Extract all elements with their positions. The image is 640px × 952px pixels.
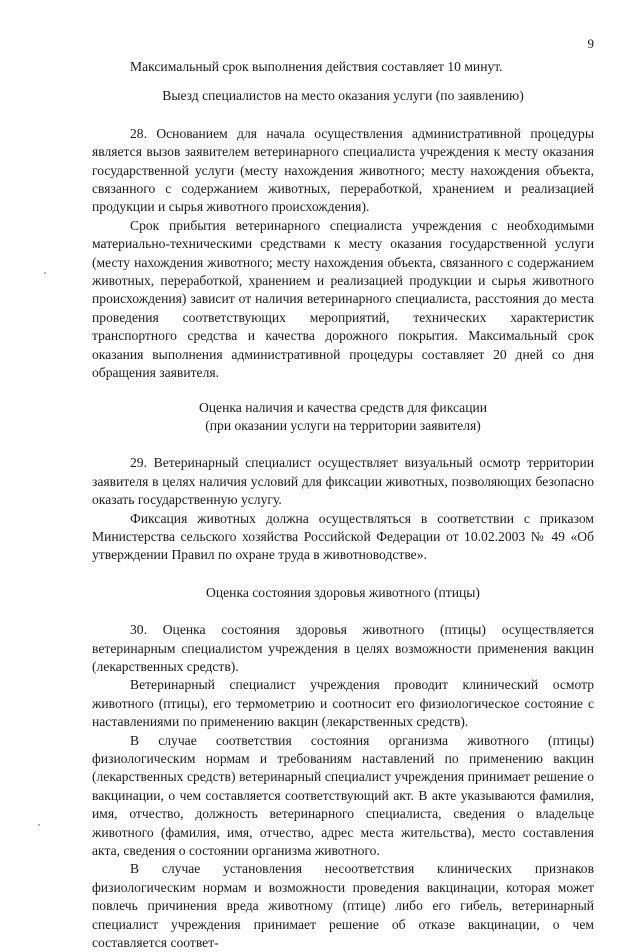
paragraph-29-fixation: Фиксация животных должна осуществляться в соответствии с приказом Министерства сельского хозяйства Российской Федерации от 10.02.2003 № 49 «Об утверждении Правил по охране труда в животноводстве». (92, 510, 594, 563)
scan-speck (44, 272, 46, 274)
heading-specialist-visit: Выезд специалистов на место оказания услуги (по заявлению) (162, 88, 524, 104)
document-body (92, 58, 594, 952)
paragraph-30-vaccination: В случае соответствия состояния организма животного (птицы) физиологическим нормам и требованиям наставлений по применению вакцин (лекарственных средств) ветеринарный специалист учреждения принимает решение о вакцинации, о чем составляется соответствующий акт. В акте указываются фамилия, имя, отчество, должность ветеринарного специалиста, сведения о владельце животного (фамилия, имя, отчество, адрес места жительства), место составления акта, сведения о состоянии организма животного. (92, 732, 594, 859)
paragraph-max-time: Максимальный срок выполнения действия составляет 10 минут. (130, 59, 503, 74)
heading-fixation-line-1: Оценка наличия и качества средств для фиксации (198, 399, 488, 415)
heading-health-assessment: Оценка состояния здоровья животного (птицы) (206, 584, 480, 600)
paragraph-30: 30. Оценка состояния здоровья животного (птицы) осуществляется ветеринарным специалистом учреждения в целях возможности применения вакцин (лекарственных средств). (92, 622, 594, 674)
paragraph-29: 29. Ветеринарный специалист осуществляет визуальный осмотр территории заявителя в целях наличия условий для фиксации животных, позволяющих безопасно оказать государственную услугу. (92, 455, 594, 508)
paragraph-28: 28. Основанием для начала осуществления административной процедуры является вызов заявителем ветеринарного специалиста учреждения к месту оказания государственной услуги (месту нахождения животного; месту нахождения объекта, связанного с содержанием животных, переработкой, хранением и реализацией продукции и сырья животного происхождения). (92, 125, 594, 215)
paragraph-28-arrival: Срок прибытия ветеринарного специалиста учреждения с необходимыми материально-техническими средствами к месту оказания государственной услуги (месту нахождения животного; месту нахождения объекта, связанного с содержанием животных, переработкой, хранением и реализацией продукции и сырья животного происхождения) зависит от наличия ветеринарного специалиста, расстояния до места проведения соответствующих мероприятий, технических характеристик транспортного средства и качества дорожного покрытия. Максимальный срок оказания выполнения административной процедуры составляет 20 дней со дня обращения заявителя. (92, 217, 594, 381)
scan-speck (38, 824, 40, 826)
paragraph-30-exam: Ветеринарный специалист учреждения проводит клинический осмотр животного (птицы), его термометрию и соотносит его физиологическое состояние с наставлениями по применению вакцин (лекарственных средств). (92, 677, 594, 730)
heading-fixation-line-2: (при оказании услуги на территории заявителя) (205, 417, 481, 433)
page-number: 9 (587, 36, 594, 51)
paragraph-30-refusal: В случае установления несоответствия клинических признаков физиологическим нормам и возможности проведения вакцинации, которая может повлечь причинения вреда животному (птице) либо его гибель, ветеринарный специалист учреждения принимает решение об отказе вакцинации, о чем составляется соответ- (92, 861, 594, 951)
